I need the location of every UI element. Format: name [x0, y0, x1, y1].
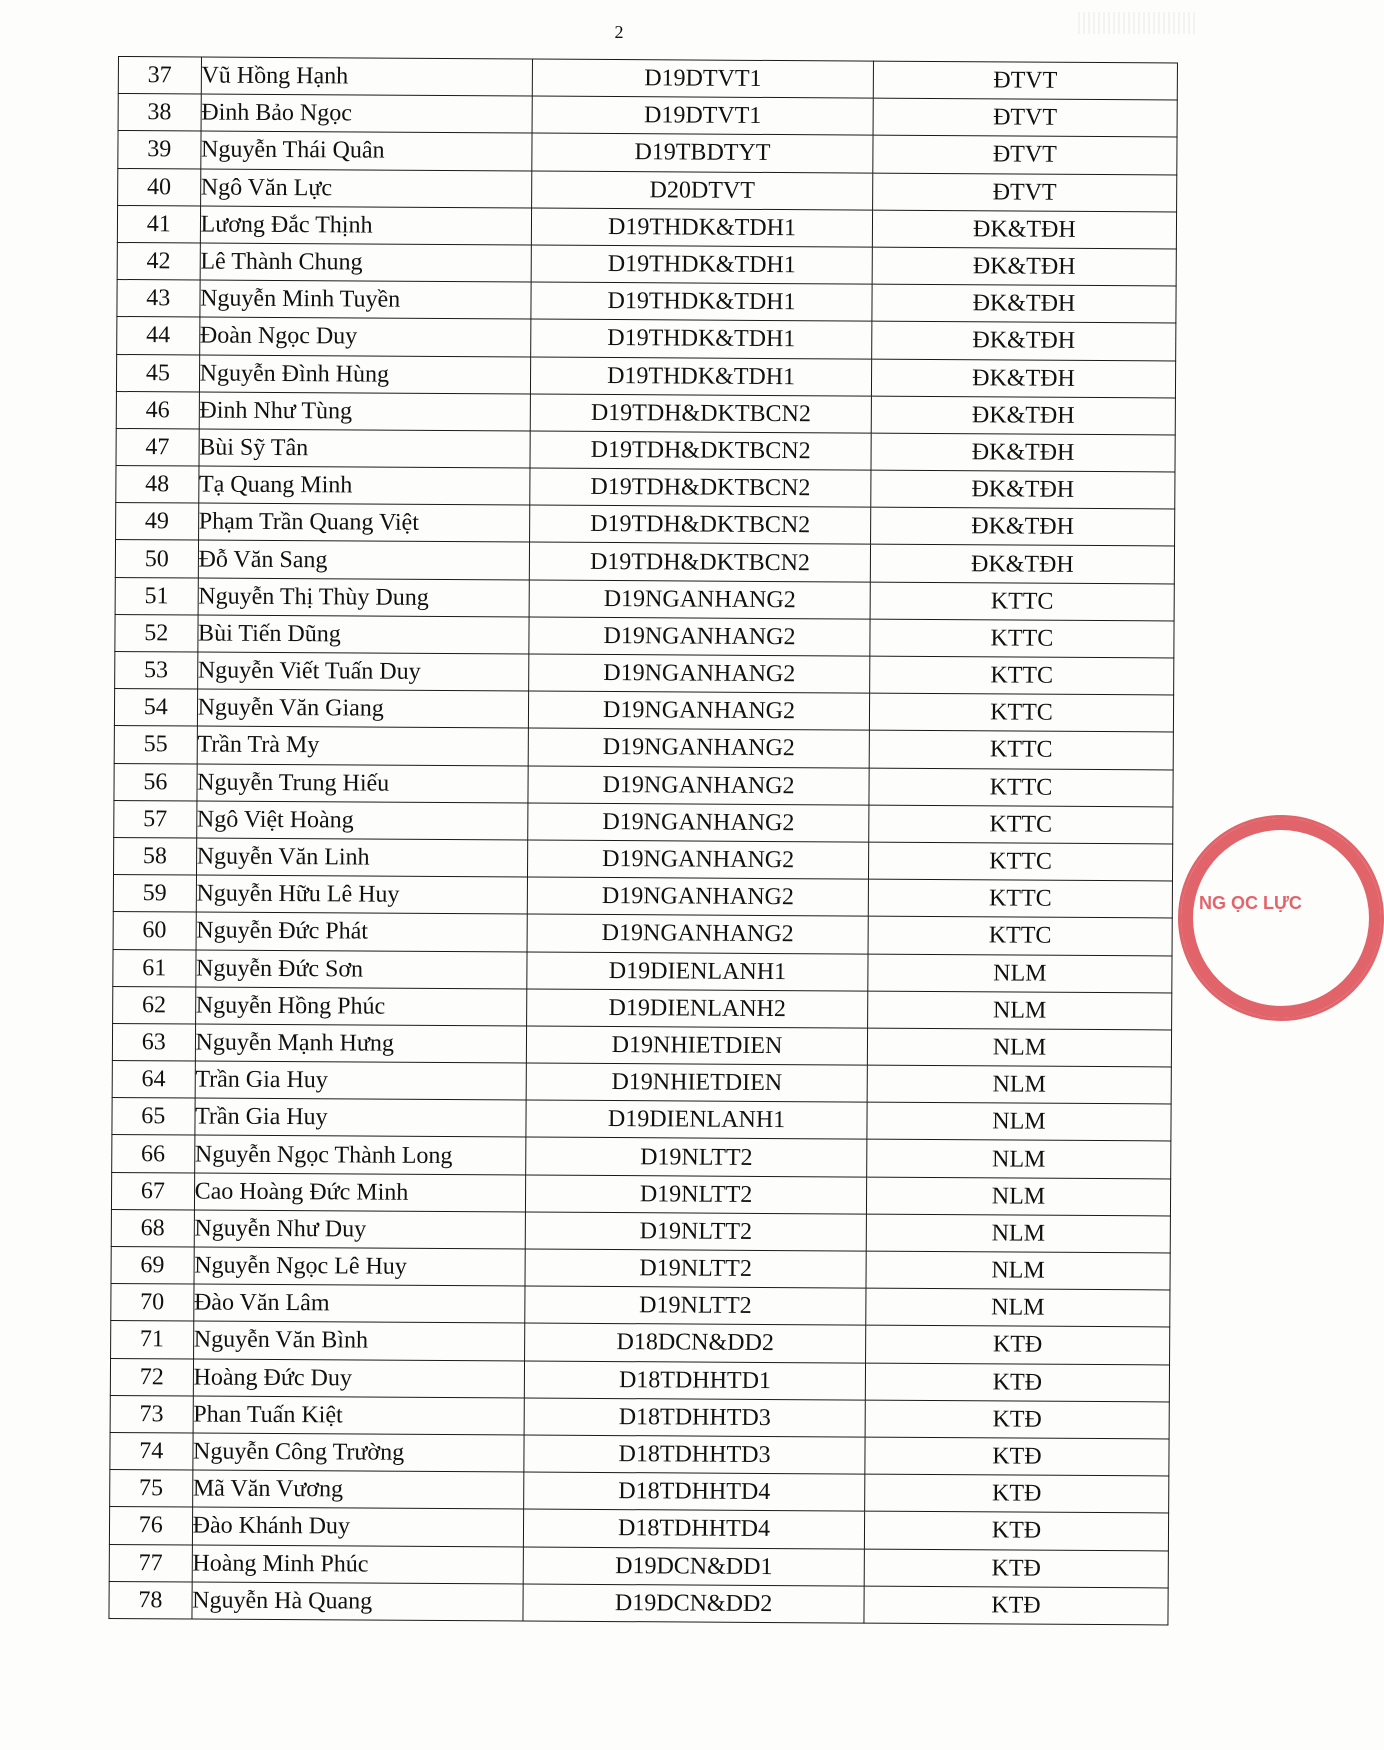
- row-number-cell: 73: [110, 1395, 193, 1433]
- table-row: [111, 1321, 1170, 1365]
- student-name-cell: Đinh Như Tùng: [199, 392, 531, 431]
- faculty-cell: ĐTVT: [873, 135, 1177, 174]
- class-code-cell: D18TDHHTD1: [524, 1361, 865, 1400]
- student-table-body: [109, 57, 1178, 1625]
- table-row: [118, 94, 1177, 138]
- row-number-cell: 53: [115, 651, 198, 689]
- faculty-cell: KTTC: [870, 656, 1174, 695]
- faculty-cell: ĐTVT: [873, 173, 1177, 212]
- faculty-cell: ĐTVT: [873, 61, 1177, 100]
- class-code-cell: D18TDHHTD3: [524, 1435, 865, 1474]
- table-row: [118, 131, 1177, 175]
- class-code-cell: D19TDH&DKTBCN2: [530, 505, 871, 544]
- faculty-cell: KTTC: [870, 619, 1174, 658]
- table-row: [114, 800, 1173, 844]
- student-name-cell: Nguyễn Thị Thùy Dung: [198, 578, 530, 617]
- table-row: [111, 1172, 1170, 1216]
- row-number-cell: 43: [117, 280, 200, 318]
- row-number-cell: 61: [113, 949, 196, 987]
- faculty-cell: NLM: [866, 1214, 1170, 1253]
- class-code-cell: D18TDHHTD3: [524, 1398, 865, 1437]
- student-name-cell: Nguyễn Hà Quang: [192, 1582, 524, 1621]
- faculty-cell: ĐTVT: [873, 98, 1177, 137]
- row-number-cell: 78: [109, 1581, 192, 1619]
- faculty-cell: KTTC: [869, 730, 1173, 769]
- student-name-cell: Hoàng Minh Phúc: [192, 1544, 524, 1583]
- faculty-cell: ĐK&TĐH: [871, 433, 1175, 472]
- student-name-cell: Nguyễn Hữu Lê Huy: [196, 875, 528, 914]
- faculty-cell: KTĐ: [865, 1400, 1169, 1439]
- row-number-cell: 65: [112, 1098, 195, 1136]
- class-code-cell: D18TDHHTD4: [524, 1472, 865, 1511]
- faculty-cell: NLM: [867, 1140, 1171, 1179]
- student-name-cell: Ngô Văn Lực: [200, 169, 532, 208]
- faculty-cell: NLM: [866, 1288, 1170, 1327]
- student-table: [108, 56, 1178, 1625]
- row-number-cell: 76: [109, 1507, 192, 1545]
- row-number-cell: 57: [114, 800, 197, 838]
- row-number-cell: 51: [115, 577, 198, 615]
- row-number-cell: 59: [113, 875, 196, 913]
- student-table-wrapper: [108, 56, 1178, 1625]
- faculty-cell: KTTC: [868, 916, 1172, 955]
- student-name-cell: Nguyễn Mạnh Hưng: [195, 1024, 527, 1063]
- class-code-cell: D19TBDTYT: [532, 133, 873, 172]
- class-code-cell: D19DTVT1: [532, 96, 873, 135]
- class-code-cell: D19NGANHANG2: [529, 617, 870, 656]
- row-number-cell: 47: [116, 428, 199, 466]
- student-name-cell: Nguyễn Như Duy: [194, 1210, 526, 1249]
- row-number-cell: 72: [110, 1358, 193, 1396]
- class-code-cell: D19TDH&DKTBCN2: [530, 431, 871, 470]
- student-name-cell: Nguyễn Hồng Phúc: [195, 987, 527, 1026]
- faculty-cell: KTTC: [868, 842, 1172, 881]
- row-number-cell: 38: [118, 94, 201, 132]
- class-code-cell: D19NGANHANG2: [528, 840, 869, 879]
- student-name-cell: Hoàng Đức Duy: [193, 1359, 525, 1398]
- student-name-cell: Trần Gia Huy: [195, 1098, 527, 1137]
- table-row: [116, 466, 1175, 510]
- student-name-cell: Mã Văn Vương: [192, 1470, 524, 1509]
- student-name-cell: Đào Khánh Duy: [192, 1507, 524, 1546]
- row-number-cell: 66: [112, 1135, 195, 1173]
- table-row: [115, 540, 1174, 584]
- table-row: [114, 726, 1173, 770]
- class-code-cell: D19NGANHANG2: [529, 691, 870, 730]
- faculty-cell: KTĐ: [865, 1437, 1169, 1476]
- student-name-cell: Nguyễn Trung Hiếu: [197, 764, 529, 803]
- class-code-cell: D19NGANHANG2: [527, 877, 868, 916]
- faculty-cell: KTĐ: [864, 1586, 1168, 1625]
- class-code-cell: D19THDK&TDH1: [531, 319, 872, 358]
- row-number-cell: 71: [111, 1321, 194, 1359]
- class-code-cell: D19THDK&TDH1: [532, 208, 873, 247]
- class-code-cell: D19NLTT2: [525, 1286, 866, 1325]
- table-row: [109, 1581, 1168, 1625]
- row-number-cell: 41: [117, 205, 200, 243]
- table-row: [117, 242, 1176, 286]
- class-code-cell: D19NGANHANG2: [528, 728, 869, 767]
- table-row: [112, 1061, 1171, 1105]
- table-row: [113, 912, 1172, 956]
- faculty-cell: KTTC: [869, 768, 1173, 807]
- table-row: [111, 1209, 1170, 1253]
- table-row: [112, 1023, 1171, 1067]
- class-code-cell: D19THDK&TDH1: [531, 282, 872, 321]
- student-name-cell: Nguyễn Ngọc Thành Long: [194, 1135, 526, 1174]
- table-row: [110, 1395, 1169, 1439]
- table-row: [116, 503, 1175, 547]
- faculty-cell: NLM: [867, 1065, 1171, 1104]
- class-code-cell: D19NHIETDIEN: [526, 1063, 867, 1102]
- class-code-cell: D19TDH&DKTBCN2: [530, 394, 871, 433]
- student-name-cell: Nguyễn Ngọc Lê Huy: [194, 1247, 526, 1286]
- table-row: [109, 1544, 1168, 1588]
- faculty-cell: KTTC: [869, 805, 1173, 844]
- class-code-cell: D19NLTT2: [525, 1249, 866, 1288]
- table-row: [117, 280, 1176, 324]
- faculty-cell: NLM: [866, 1251, 1170, 1290]
- student-name-cell: Lê Thành Chung: [200, 243, 532, 282]
- class-code-cell: D19NGANHANG2: [528, 803, 869, 842]
- row-number-cell: 68: [111, 1209, 194, 1247]
- student-name-cell: Nguyễn Đức Phát: [196, 912, 528, 951]
- faculty-cell: ĐK&TĐH: [872, 284, 1176, 323]
- row-number-cell: 60: [113, 912, 196, 950]
- class-code-cell: D19TDH&DKTBCN2: [530, 468, 871, 507]
- class-code-cell: D19NLTT2: [525, 1212, 866, 1251]
- student-name-cell: Nguyễn Văn Giang: [197, 689, 529, 728]
- class-code-cell: D19NLTT2: [526, 1137, 867, 1176]
- student-name-cell: Đỗ Văn Sang: [198, 540, 530, 579]
- row-number-cell: 52: [115, 614, 198, 652]
- student-name-cell: Đoàn Ngọc Duy: [199, 317, 531, 356]
- row-number-cell: 49: [116, 503, 199, 541]
- faculty-cell: NLM: [868, 954, 1172, 993]
- class-code-cell: D20DTVT: [532, 171, 873, 210]
- student-name-cell: Nguyễn Viết Tuấn Duy: [197, 652, 529, 691]
- row-number-cell: 77: [109, 1544, 192, 1582]
- red-stamp-seal: [1178, 815, 1384, 1021]
- student-name-cell: Ngô Việt Hoàng: [196, 801, 528, 840]
- student-name-cell: Đào Văn Lâm: [193, 1284, 525, 1323]
- table-row: [112, 1098, 1171, 1142]
- class-code-cell: D19DCN&DD2: [523, 1584, 864, 1623]
- class-code-cell: D18TDHHTD4: [524, 1509, 865, 1548]
- student-name-cell: Nguyễn Văn Linh: [196, 838, 528, 877]
- row-number-cell: 70: [111, 1284, 194, 1322]
- faculty-cell: KTTC: [869, 693, 1173, 732]
- row-number-cell: 63: [112, 1023, 195, 1061]
- student-name-cell: Cao Hoàng Đức Minh: [194, 1173, 526, 1212]
- table-row: [113, 837, 1172, 881]
- table-row: [111, 1284, 1170, 1328]
- student-name-cell: Nguyễn Đức Sơn: [195, 949, 527, 988]
- table-row: [115, 614, 1174, 658]
- student-name-cell: Nguyễn Văn Bình: [193, 1321, 525, 1360]
- faculty-cell: KTĐ: [865, 1363, 1169, 1402]
- student-name-cell: Phạm Trần Quang Việt: [198, 503, 530, 542]
- table-row: [113, 949, 1172, 993]
- class-code-cell: D19DIENLANH1: [527, 952, 868, 991]
- page-number: 2: [614, 22, 624, 42]
- row-number-cell: 74: [110, 1432, 193, 1470]
- row-number-cell: 37: [118, 57, 201, 95]
- scan-artifact: [1078, 12, 1198, 34]
- table-row: [114, 689, 1173, 733]
- student-name-cell: Tạ Quang Minh: [198, 466, 530, 505]
- faculty-cell: ĐK&TĐH: [871, 359, 1175, 398]
- row-number-cell: 75: [110, 1470, 193, 1508]
- class-code-cell: D19DIENLANH2: [527, 989, 868, 1028]
- class-code-cell: D19DCN&DD1: [523, 1547, 864, 1586]
- table-row: [116, 354, 1175, 398]
- class-code-cell: D19THDK&TDH1: [531, 245, 872, 284]
- table-row: [110, 1432, 1169, 1476]
- faculty-cell: ĐK&TĐH: [871, 470, 1175, 509]
- class-code-cell: D19NGANHANG2: [528, 766, 869, 805]
- faculty-cell: KTTC: [868, 879, 1172, 918]
- table-row: [109, 1507, 1168, 1551]
- student-name-cell: Đinh Bảo Ngọc: [201, 94, 533, 133]
- faculty-cell: KTĐ: [864, 1511, 1168, 1550]
- student-name-cell: Vũ Hồng Hạnh: [201, 57, 533, 96]
- class-code-cell: D19TDH&DKTBCN2: [529, 542, 870, 581]
- table-row: [116, 428, 1175, 472]
- row-number-cell: 55: [114, 726, 197, 764]
- student-name-cell: Nguyễn Thái Quân: [200, 131, 532, 170]
- faculty-cell: ĐK&TĐH: [870, 507, 1174, 546]
- row-number-cell: 50: [115, 540, 198, 578]
- row-number-cell: 56: [114, 763, 197, 801]
- faculty-cell: KTTC: [870, 582, 1174, 621]
- faculty-cell: KTĐ: [864, 1549, 1168, 1588]
- class-code-cell: D19NLTT2: [526, 1175, 867, 1214]
- row-number-cell: 44: [117, 317, 200, 355]
- faculty-cell: ĐK&TĐH: [870, 545, 1174, 584]
- seal-text: NG ỌC LỰC: [1199, 893, 1302, 913]
- student-name-cell: Trần Trà My: [197, 726, 529, 765]
- row-number-cell: 62: [113, 986, 196, 1024]
- faculty-cell: NLM: [868, 991, 1172, 1030]
- student-name-cell: Nguyễn Minh Tuyền: [200, 280, 532, 319]
- faculty-cell: KTĐ: [865, 1325, 1169, 1364]
- student-name-cell: Bùi Tiến Dũng: [197, 615, 529, 654]
- class-code-cell: D19THDK&TDH1: [531, 357, 872, 396]
- class-code-cell: D19DIENLANH1: [526, 1100, 867, 1139]
- table-row: [110, 1358, 1169, 1402]
- table-row: [113, 875, 1172, 919]
- class-code-cell: D19NGANHANG2: [529, 654, 870, 693]
- class-code-cell: D19NGANHANG2: [527, 914, 868, 953]
- row-number-cell: 46: [116, 391, 199, 429]
- row-number-cell: 40: [118, 168, 201, 206]
- student-name-cell: Lương Đắc Thịnh: [200, 206, 532, 245]
- table-row: [115, 651, 1174, 695]
- faculty-cell: ĐK&TĐH: [872, 321, 1176, 360]
- table-row: [113, 986, 1172, 1030]
- faculty-cell: ĐK&TĐH: [872, 247, 1176, 286]
- table-row: [118, 168, 1177, 212]
- student-name-cell: Nguyễn Đình Hùng: [199, 355, 531, 394]
- faculty-cell: NLM: [866, 1177, 1170, 1216]
- faculty-cell: NLM: [867, 1102, 1171, 1141]
- table-row: [110, 1470, 1169, 1514]
- table-row: [111, 1246, 1170, 1290]
- table-row: [116, 391, 1175, 435]
- row-number-cell: 39: [118, 131, 201, 169]
- row-number-cell: 67: [111, 1172, 194, 1210]
- row-number-cell: 58: [113, 837, 196, 875]
- class-code-cell: D19DTVT1: [532, 59, 873, 98]
- row-number-cell: 64: [112, 1061, 195, 1099]
- table-row: [118, 57, 1177, 101]
- class-code-cell: D19NGANHANG2: [529, 580, 870, 619]
- student-name-cell: Trần Gia Huy: [195, 1061, 527, 1100]
- class-code-cell: D18DCN&DD2: [525, 1323, 866, 1362]
- faculty-cell: NLM: [867, 1028, 1171, 1067]
- student-name-cell: Nguyễn Công Trường: [192, 1433, 524, 1472]
- row-number-cell: 48: [116, 466, 199, 504]
- row-number-cell: 69: [111, 1246, 194, 1284]
- table-row: [117, 317, 1176, 361]
- table-row: [114, 763, 1173, 807]
- row-number-cell: 45: [116, 354, 199, 392]
- row-number-cell: 42: [117, 242, 200, 280]
- faculty-cell: ĐK&TĐH: [871, 396, 1175, 435]
- row-number-cell: 54: [114, 689, 197, 727]
- student-name-cell: Phan Tuấn Kiệt: [193, 1396, 525, 1435]
- faculty-cell: ĐK&TĐH: [872, 210, 1176, 249]
- table-row: [112, 1135, 1171, 1179]
- faculty-cell: KTĐ: [865, 1474, 1169, 1513]
- class-code-cell: D19NHIETDIEN: [527, 1026, 868, 1065]
- table-row: [117, 205, 1176, 249]
- student-name-cell: Bùi Sỹ Tân: [199, 429, 531, 468]
- table-row: [115, 577, 1174, 621]
